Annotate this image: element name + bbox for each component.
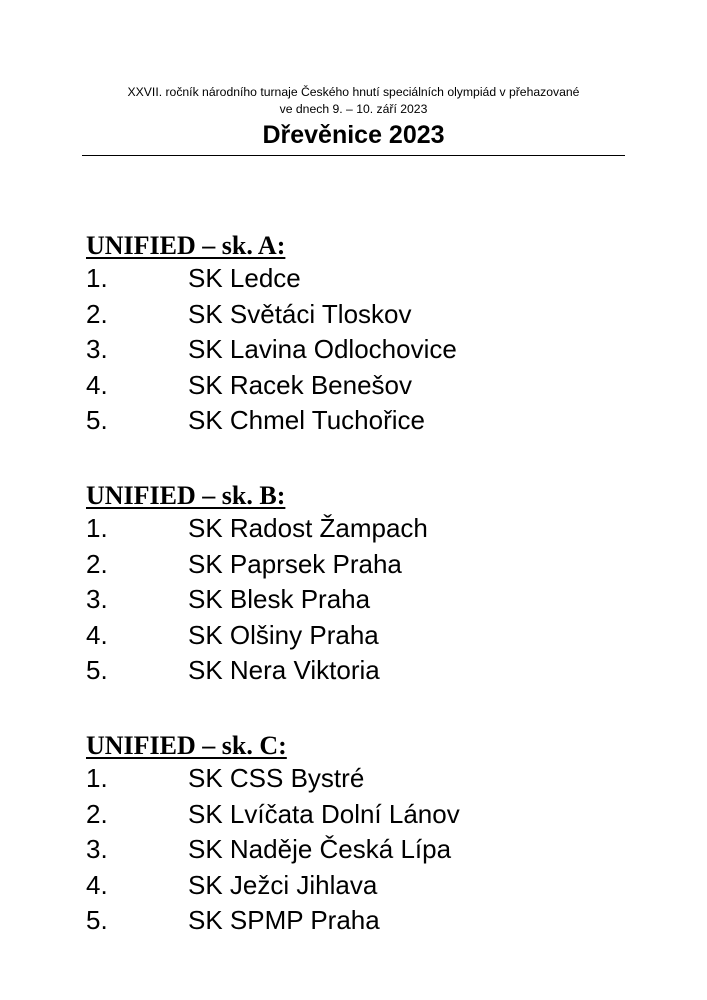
team-row — [86, 582, 428, 618]
team-name: SK SPMP Praha — [188, 905, 380, 935]
team-name: SK Racek Benešov — [188, 369, 413, 400]
team-rank: 4. — [86, 869, 108, 900]
team-name: SK Chmel Tuchořice — [188, 405, 425, 435]
team-name: SK Blesk Praha — [188, 584, 371, 614]
team-row — [86, 547, 428, 583]
team-row — [86, 403, 457, 439]
group-c — [86, 733, 460, 939]
team-row — [86, 261, 457, 297]
event-description: XXVII. ročník národního turnaje Českého hnutí speciálních olympiád v přehazované — [127, 85, 580, 99]
team-rank: 1. — [86, 763, 108, 793]
team-row — [86, 832, 460, 868]
team-name: SK Lavina Odlochovice — [188, 334, 457, 364]
team-row — [86, 868, 460, 904]
team-row — [86, 332, 457, 368]
document-header — [82, 84, 625, 150]
team-row — [86, 653, 428, 689]
team-rank: 5. — [86, 405, 108, 435]
team-name: SK Radost Žampach — [188, 513, 428, 543]
team-rank: 3. — [86, 834, 108, 864]
team-name: SK Ledce — [188, 263, 301, 293]
group-b — [86, 483, 428, 689]
group-heading: UNIFIED – sk. B: — [86, 481, 286, 510]
team-name: SK Lvíčata Dolní Lánov — [188, 798, 460, 829]
group-a — [86, 233, 457, 439]
team-row — [86, 903, 460, 939]
team-rank: 4. — [86, 369, 108, 400]
title-divider — [82, 155, 625, 156]
team-rank: 5. — [86, 905, 108, 935]
team-name: SK Světáci Tloskov — [188, 298, 412, 329]
team-row — [86, 368, 457, 404]
team-row — [86, 297, 457, 333]
team-rank: 1. — [86, 263, 108, 293]
team-name: SK Olšiny Praha — [188, 619, 379, 650]
team-rank: 2. — [86, 548, 108, 579]
team-rank: 3. — [86, 334, 108, 364]
team-rank: 4. — [86, 619, 108, 650]
team-name: SK Nera Viktoria — [188, 655, 380, 685]
team-row — [86, 511, 428, 547]
team-row — [86, 797, 460, 833]
page-title: Dřevěnice 2023 — [262, 121, 445, 149]
team-rank: 1. — [86, 513, 108, 543]
team-rank: 5. — [86, 655, 108, 685]
team-row — [86, 761, 460, 797]
team-name: SK Paprsek Praha — [188, 548, 402, 579]
group-heading: UNIFIED – sk. A: — [86, 231, 286, 260]
event-dates: ve dnech 9. – 10. září 2023 — [279, 102, 428, 116]
team-name: SK Ježci Jihlava — [188, 869, 378, 900]
team-name: SK CSS Bystré — [188, 763, 365, 793]
team-row — [86, 618, 428, 654]
team-name: SK Naděje Česká Lípa — [188, 834, 452, 864]
team-rank: 3. — [86, 584, 108, 614]
team-rank: 2. — [86, 798, 108, 829]
group-heading: UNIFIED – sk. C: — [86, 731, 287, 760]
team-rank: 2. — [86, 298, 108, 329]
